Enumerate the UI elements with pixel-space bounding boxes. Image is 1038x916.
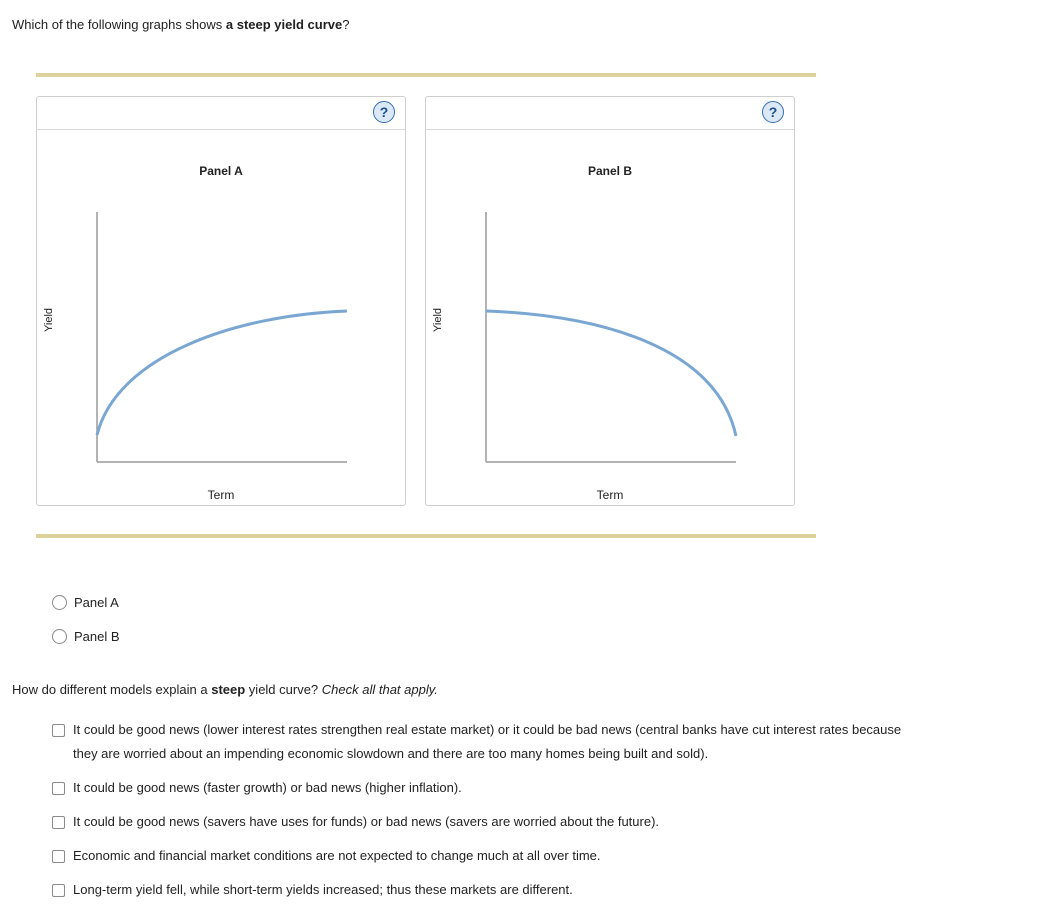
bottom-rule bbox=[36, 534, 816, 538]
checkbox-label-1: It could be good news (lower interest rates strengthen real estate market) or it could be bad news (central banks have cut interest rates because they are worried about an impending economic slowdown and there are too many homes being built and sold). bbox=[73, 722, 902, 761]
question-1-prefix: Which of the following graphs shows bbox=[12, 17, 226, 32]
checkbox-label-2: It could be good news (faster growth) or bad news (higher inflation). bbox=[73, 780, 462, 795]
option-panel-b[interactable] bbox=[52, 629, 120, 644]
question-2-mid: yield curve? bbox=[245, 682, 322, 697]
option-panel-b-label: Panel B bbox=[74, 629, 120, 644]
radio-panel-a[interactable] bbox=[52, 595, 67, 610]
checkbox-option-4[interactable] bbox=[52, 844, 912, 868]
panel-b-curve bbox=[486, 311, 736, 436]
checkbox-3[interactable] bbox=[52, 816, 65, 829]
question-1 bbox=[12, 17, 349, 32]
checkbox-label-5: Long-term yield fell, while short-term yields increased; thus these markets are different. bbox=[73, 882, 573, 897]
checkbox-option-3[interactable] bbox=[52, 810, 912, 834]
question-2-bold: steep bbox=[211, 682, 246, 697]
option-panel-a-label: Panel A bbox=[74, 595, 119, 610]
question-2 bbox=[12, 682, 438, 697]
checkbox-2[interactable] bbox=[52, 782, 65, 795]
panel-b-y-label: Yield bbox=[432, 307, 444, 332]
panel-b-x-label: Term bbox=[596, 488, 624, 502]
panel-b-graph bbox=[426, 97, 796, 507]
panel-b-title: Panel B bbox=[587, 164, 632, 178]
checkbox-label-3: It could be good news (savers have uses for funds) or bad news (savers are worried about the future). bbox=[73, 814, 660, 829]
checkbox-4[interactable] bbox=[52, 850, 65, 863]
top-rule bbox=[36, 73, 816, 77]
panel-b-help-icon[interactable]: ? bbox=[762, 101, 784, 123]
checkbox-1[interactable] bbox=[52, 724, 65, 737]
panel-a-graph bbox=[37, 97, 407, 507]
radio-panel-b[interactable] bbox=[52, 629, 67, 644]
panel-a-curve bbox=[97, 311, 347, 435]
checkbox-option-5[interactable] bbox=[52, 878, 912, 902]
checkbox-option-1[interactable] bbox=[52, 718, 912, 766]
checkbox-5[interactable] bbox=[52, 884, 65, 897]
question-1-suffix: ? bbox=[342, 17, 350, 32]
panel-b bbox=[425, 96, 795, 506]
question-2-italic: Check all that apply. bbox=[321, 682, 438, 697]
question-1-bold: a steep yield curve bbox=[225, 17, 343, 32]
checkbox-option-2[interactable] bbox=[52, 776, 912, 800]
checkbox-label-4: Economic and financial market conditions are not expected to change much at all over time. bbox=[73, 848, 601, 863]
panel-a-y-label: Yield bbox=[43, 307, 55, 332]
panel-a-help-icon[interactable]: ? bbox=[373, 101, 395, 123]
panel-a bbox=[36, 96, 406, 506]
panel-a-title: Panel A bbox=[199, 164, 243, 178]
question-2-prefix: How do different models explain a bbox=[12, 682, 212, 697]
option-panel-a[interactable] bbox=[52, 595, 119, 610]
panel-a-x-label: Term bbox=[207, 488, 235, 502]
